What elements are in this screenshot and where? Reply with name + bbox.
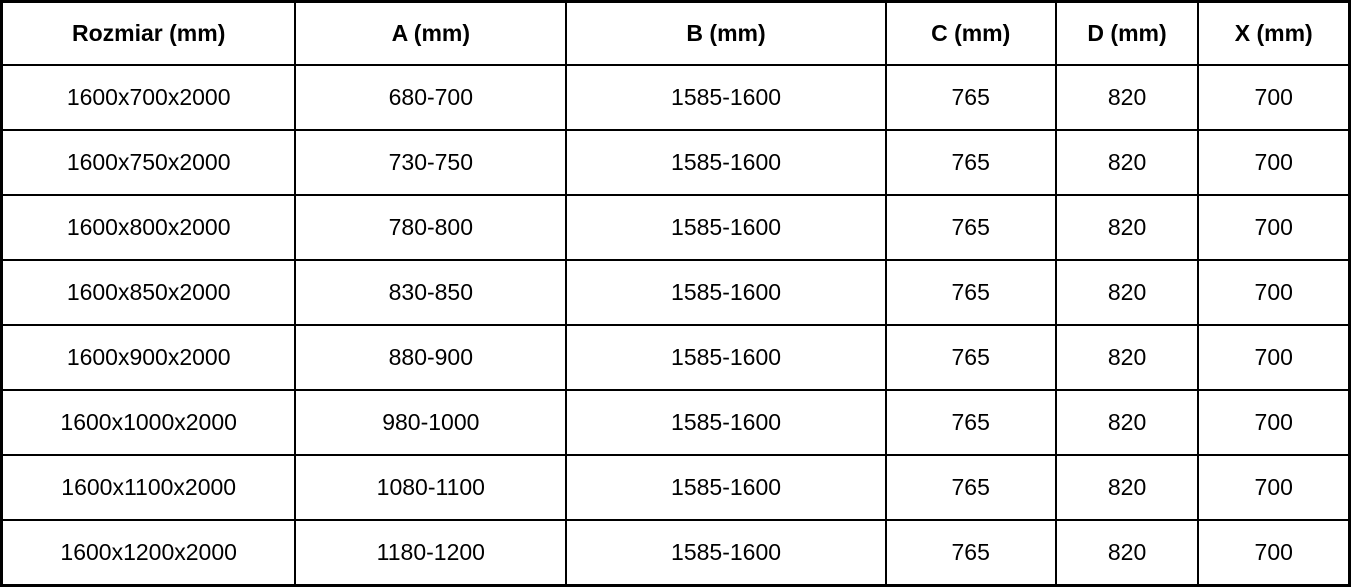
table-cell: 1180-1200 xyxy=(295,520,566,585)
header-cell: C (mm) xyxy=(886,2,1056,65)
table-cell: 820 xyxy=(1056,130,1199,195)
table-cell: 820 xyxy=(1056,390,1199,455)
table-cell: 765 xyxy=(886,325,1056,390)
table-cell: 700 xyxy=(1198,195,1349,260)
table-cell: 1585-1600 xyxy=(566,520,885,585)
table-cell: 1585-1600 xyxy=(566,130,885,195)
table-cell: 1600x750x2000 xyxy=(2,130,296,195)
table-cell: 765 xyxy=(886,195,1056,260)
table-cell: 700 xyxy=(1198,65,1349,130)
table-cell: 730-750 xyxy=(295,130,566,195)
table-cell: 820 xyxy=(1056,520,1199,585)
table-cell: 700 xyxy=(1198,130,1349,195)
table-cell: 680-700 xyxy=(295,65,566,130)
table-cell: 1600x1000x2000 xyxy=(2,390,296,455)
table-cell: 980-1000 xyxy=(295,390,566,455)
table-cell: 1585-1600 xyxy=(566,390,885,455)
table-cell: 820 xyxy=(1056,325,1199,390)
header-cell: X (mm) xyxy=(1198,2,1349,65)
table-cell: 765 xyxy=(886,65,1056,130)
table-cell: 1080-1100 xyxy=(295,455,566,520)
table-cell: 1600x900x2000 xyxy=(2,325,296,390)
header-cell: B (mm) xyxy=(566,2,885,65)
header-cell: D (mm) xyxy=(1056,2,1199,65)
table-cell: 1585-1600 xyxy=(566,455,885,520)
size-table-head xyxy=(2,2,1350,65)
table-cell: 1600x1100x2000 xyxy=(2,455,296,520)
table-cell: 1600x1200x2000 xyxy=(2,520,296,585)
table-cell: 765 xyxy=(886,130,1056,195)
table-cell: 700 xyxy=(1198,520,1349,585)
table-cell: 820 xyxy=(1056,195,1199,260)
table-row xyxy=(2,195,1350,260)
table-cell: 700 xyxy=(1198,390,1349,455)
table-cell: 1585-1600 xyxy=(566,65,885,130)
table-cell: 820 xyxy=(1056,65,1199,130)
table-cell: 1600x700x2000 xyxy=(2,65,296,130)
table-row xyxy=(2,325,1350,390)
table-row xyxy=(2,260,1350,325)
table-row xyxy=(2,390,1350,455)
table-cell: 1600x800x2000 xyxy=(2,195,296,260)
header-cell: A (mm) xyxy=(295,2,566,65)
table-cell: 765 xyxy=(886,455,1056,520)
table-cell: 1585-1600 xyxy=(566,325,885,390)
table-cell: 700 xyxy=(1198,325,1349,390)
table-cell: 820 xyxy=(1056,260,1199,325)
table-cell: 765 xyxy=(886,390,1056,455)
header-row xyxy=(2,2,1350,65)
table-cell: 830-850 xyxy=(295,260,566,325)
table-cell: 1600x850x2000 xyxy=(2,260,296,325)
header-cell: Rozmiar (mm) xyxy=(2,2,296,65)
table-row xyxy=(2,130,1350,195)
table-cell: 880-900 xyxy=(295,325,566,390)
table-cell: 780-800 xyxy=(295,195,566,260)
table-cell: 700 xyxy=(1198,455,1349,520)
table-cell: 820 xyxy=(1056,455,1199,520)
table-cell: 1585-1600 xyxy=(566,195,885,260)
table-row xyxy=(2,520,1350,585)
table-cell: 765 xyxy=(886,520,1056,585)
table-row xyxy=(2,65,1350,130)
table-cell: 1585-1600 xyxy=(566,260,885,325)
table-cell: 765 xyxy=(886,260,1056,325)
size-table-body xyxy=(2,65,1350,586)
table-cell: 700 xyxy=(1198,260,1349,325)
table-row xyxy=(2,455,1350,520)
